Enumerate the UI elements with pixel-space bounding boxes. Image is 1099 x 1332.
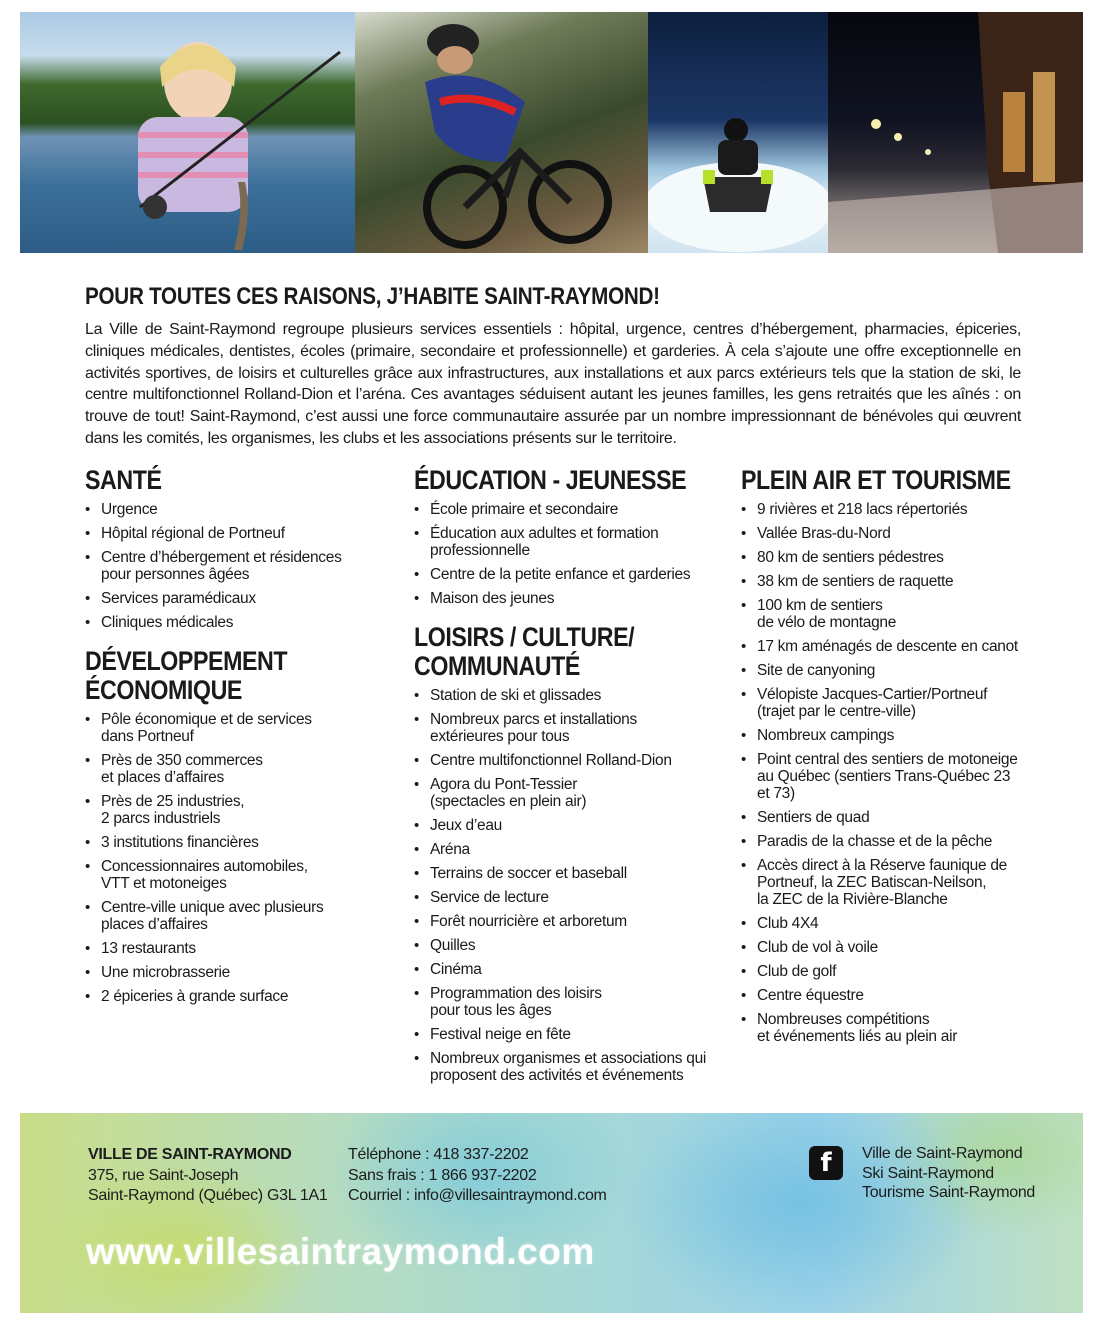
snowmobile-photo xyxy=(648,12,828,253)
list-sante xyxy=(85,501,385,631)
list-item: • Station de ski et glissades xyxy=(414,687,714,704)
list-item: • Club de golf xyxy=(741,963,1041,980)
facebook-icon[interactable] xyxy=(809,1146,843,1180)
list-item: • Site de canyoning xyxy=(741,662,1041,679)
list-item: • 100 km de sentiers de vélo de montagne xyxy=(741,597,1041,631)
column-education-loisirs xyxy=(414,466,714,1091)
list-item: • Jeux d’eau xyxy=(414,817,714,834)
mountain-biker-photo xyxy=(355,12,648,253)
contact-footer xyxy=(20,1113,1083,1313)
list-plein-air xyxy=(741,501,1041,1045)
list-item: • Près de 350 commerces et places d’affaires xyxy=(85,752,385,786)
list-item: • 9 rivières et 218 lacs répertoriés xyxy=(741,501,1041,518)
list-item: • Forêt nourricière et arboretum xyxy=(414,913,714,930)
list-item: • Nombreuses compétitions et événements liés au plein air xyxy=(741,1011,1041,1045)
list-item: • 17 km aménagés de descente en canot xyxy=(741,638,1041,655)
list-item: • Services paramédicaux xyxy=(85,590,385,607)
social-links xyxy=(862,1144,1035,1203)
list-loisirs xyxy=(414,687,714,1084)
email-link[interactable]: Courriel : info@villesaintraymond.com xyxy=(348,1187,607,1204)
list-item: • 13 restaurants xyxy=(85,940,385,957)
list-item: • Festival neige en fête xyxy=(414,1026,714,1043)
list-item: • Éducation aux adultes et formation professionnelle xyxy=(414,525,714,559)
facebook-glyph: f xyxy=(820,1148,832,1178)
list-item: • Point central des sentiers de motoneige au Québec (sentiers Trans-Québec 23 et 73) xyxy=(741,751,1041,802)
list-developpement xyxy=(85,711,385,1005)
list-item: • Accès direct à la Réserve faunique de Portneuf, la ZEC Batiscan-Neilson, la ZEC de la Rivière-Blanche xyxy=(741,857,1041,908)
list-item: • Nombreux organismes et associations qui proposent des activités et événements xyxy=(414,1050,714,1084)
list-item: • Club 4X4 xyxy=(741,915,1041,932)
address-line: 375, rue Saint-Joseph xyxy=(88,1166,239,1184)
list-education xyxy=(414,501,714,607)
column-plein-air xyxy=(741,466,1041,1052)
page-title: POUR TOUTES CES RAISONS, J’HABITE SAINT-RAYMOND! xyxy=(85,283,660,310)
social-link[interactable]: Ville de Saint-Raymond xyxy=(862,1145,1023,1162)
list-item: • Centre d’hébergement et résidences pour personnes âgées xyxy=(85,549,385,583)
list-item: • Nombreux parcs et installations extérieures pour tous xyxy=(414,711,714,745)
list-item: • Cliniques médicales xyxy=(85,614,385,631)
list-item: • Vélopiste Jacques-Cartier/Portneuf (trajet par le centre-ville) xyxy=(741,686,1041,720)
list-item: • Centre de la petite enfance et garderies xyxy=(414,566,714,583)
section-title-line: DÉVELOPPEMENT xyxy=(85,646,288,676)
list-item: • 38 km de sentiers de raquette xyxy=(741,573,1041,590)
list-item: • Programmation des loisirs pour tous les âges xyxy=(414,985,714,1019)
section-title-education: ÉDUCATION - JEUNESSE xyxy=(414,465,687,495)
org-name: VILLE DE SAINT-RAYMOND xyxy=(88,1146,292,1163)
list-item: • Près de 25 industries, 2 parcs industriels xyxy=(85,793,385,827)
list-item: • Agora du Pont-Tessier (spectacles en plein air) xyxy=(414,776,714,810)
social-link[interactable]: Ski Saint-Raymond xyxy=(862,1164,994,1182)
list-item: • Urgence xyxy=(85,501,385,518)
list-item: • École primaire et secondaire xyxy=(414,501,714,518)
list-item: • 3 institutions financières xyxy=(85,834,385,851)
section-title-developpement xyxy=(85,647,343,705)
list-item: • Hôpital régional de Portneuf xyxy=(85,525,385,542)
list-item: • Sentiers de quad xyxy=(741,809,1041,826)
address-line: Saint-Raymond (Québec) G3L 1A1 xyxy=(88,1187,328,1204)
section-title-sante: SANTÉ xyxy=(85,465,162,495)
list-item: • Aréna xyxy=(414,841,714,858)
night-street-photo xyxy=(828,12,1083,253)
list-item: • Service de lecture xyxy=(414,889,714,906)
social-link[interactable]: Tourisme Saint-Raymond xyxy=(862,1184,1036,1201)
website-link[interactable]: www.villesaintraymond.com xyxy=(86,1231,595,1272)
list-item: • Centre équestre xyxy=(741,987,1041,1004)
list-item: • Club de vol à voile xyxy=(741,939,1041,956)
photo-strip xyxy=(20,12,1083,253)
column-sante-developpement xyxy=(85,466,385,1012)
tollfree-text[interactable]: Sans frais : 1 866 937-2202 xyxy=(348,1166,537,1184)
address-block xyxy=(88,1145,327,1207)
list-item: • Terrains de soccer et baseball xyxy=(414,865,714,882)
intro-paragraph: La Ville de Saint-Raymond regroupe plusieurs services essentiels : hôpital, urgence, centres d’hébergement, pharmacies, épiceries, cliniques médicales, dentistes, écoles (primaire, secondaire et professionnelle) et garderies. À cela s’ajoute une offre exceptionnelle en activités sportives, de loisirs et culturelles grâce aux infrastructures, aux installations et aux parcs extérieurs tels que la station de ski, le centre multifonctionnel Rolland-Dion et l’aréna. Ces avantages séduisent autant les jeunes familles, les gens retraités que les aînés : on trouve de tout! Saint-Raymond, c’est aussi une force communautaire assurée par un nombre impressionnant de bénévoles qui œuvrent dans les comités, les organismes, les clubs et les associations présents sur le territoire. xyxy=(85,321,1021,447)
list-item: • Vallée Bras-du-Nord xyxy=(741,525,1041,542)
section-title-loisirs xyxy=(414,623,672,681)
contact-block xyxy=(348,1145,607,1207)
girl-fishing-photo xyxy=(20,12,355,253)
phone-text[interactable]: Téléphone : 418 337-2202 xyxy=(348,1146,529,1163)
list-item: • 80 km de sentiers pédestres xyxy=(741,549,1041,566)
list-item: • Une microbrasserie xyxy=(85,964,385,981)
list-item: • Centre-ville unique avec plusieurs places d’affaires xyxy=(85,899,385,933)
section-title-line: COMMUNAUTÉ xyxy=(414,651,580,681)
list-item: • Quilles xyxy=(414,937,714,954)
section-title-line: LOISIRS / CULTURE/ xyxy=(414,622,635,652)
list-item: • Cinéma xyxy=(414,961,714,978)
list-item: • Concessionnaires automobiles, VTT et motoneiges xyxy=(85,858,385,892)
section-title-plein-air: PLEIN AIR ET TOURISME xyxy=(741,465,1011,495)
list-item: • Pôle économique et de services dans Portneuf xyxy=(85,711,385,745)
section-title-line: ÉCONOMIQUE xyxy=(85,675,242,705)
list-item: • Centre multifonctionnel Rolland-Dion xyxy=(414,752,714,769)
list-item: • Paradis de la chasse et de la pêche xyxy=(741,833,1041,850)
list-item: • 2 épiceries à grande surface xyxy=(85,988,385,1005)
list-item: • Nombreux campings xyxy=(741,727,1041,744)
list-item: • Maison des jeunes xyxy=(414,590,714,607)
